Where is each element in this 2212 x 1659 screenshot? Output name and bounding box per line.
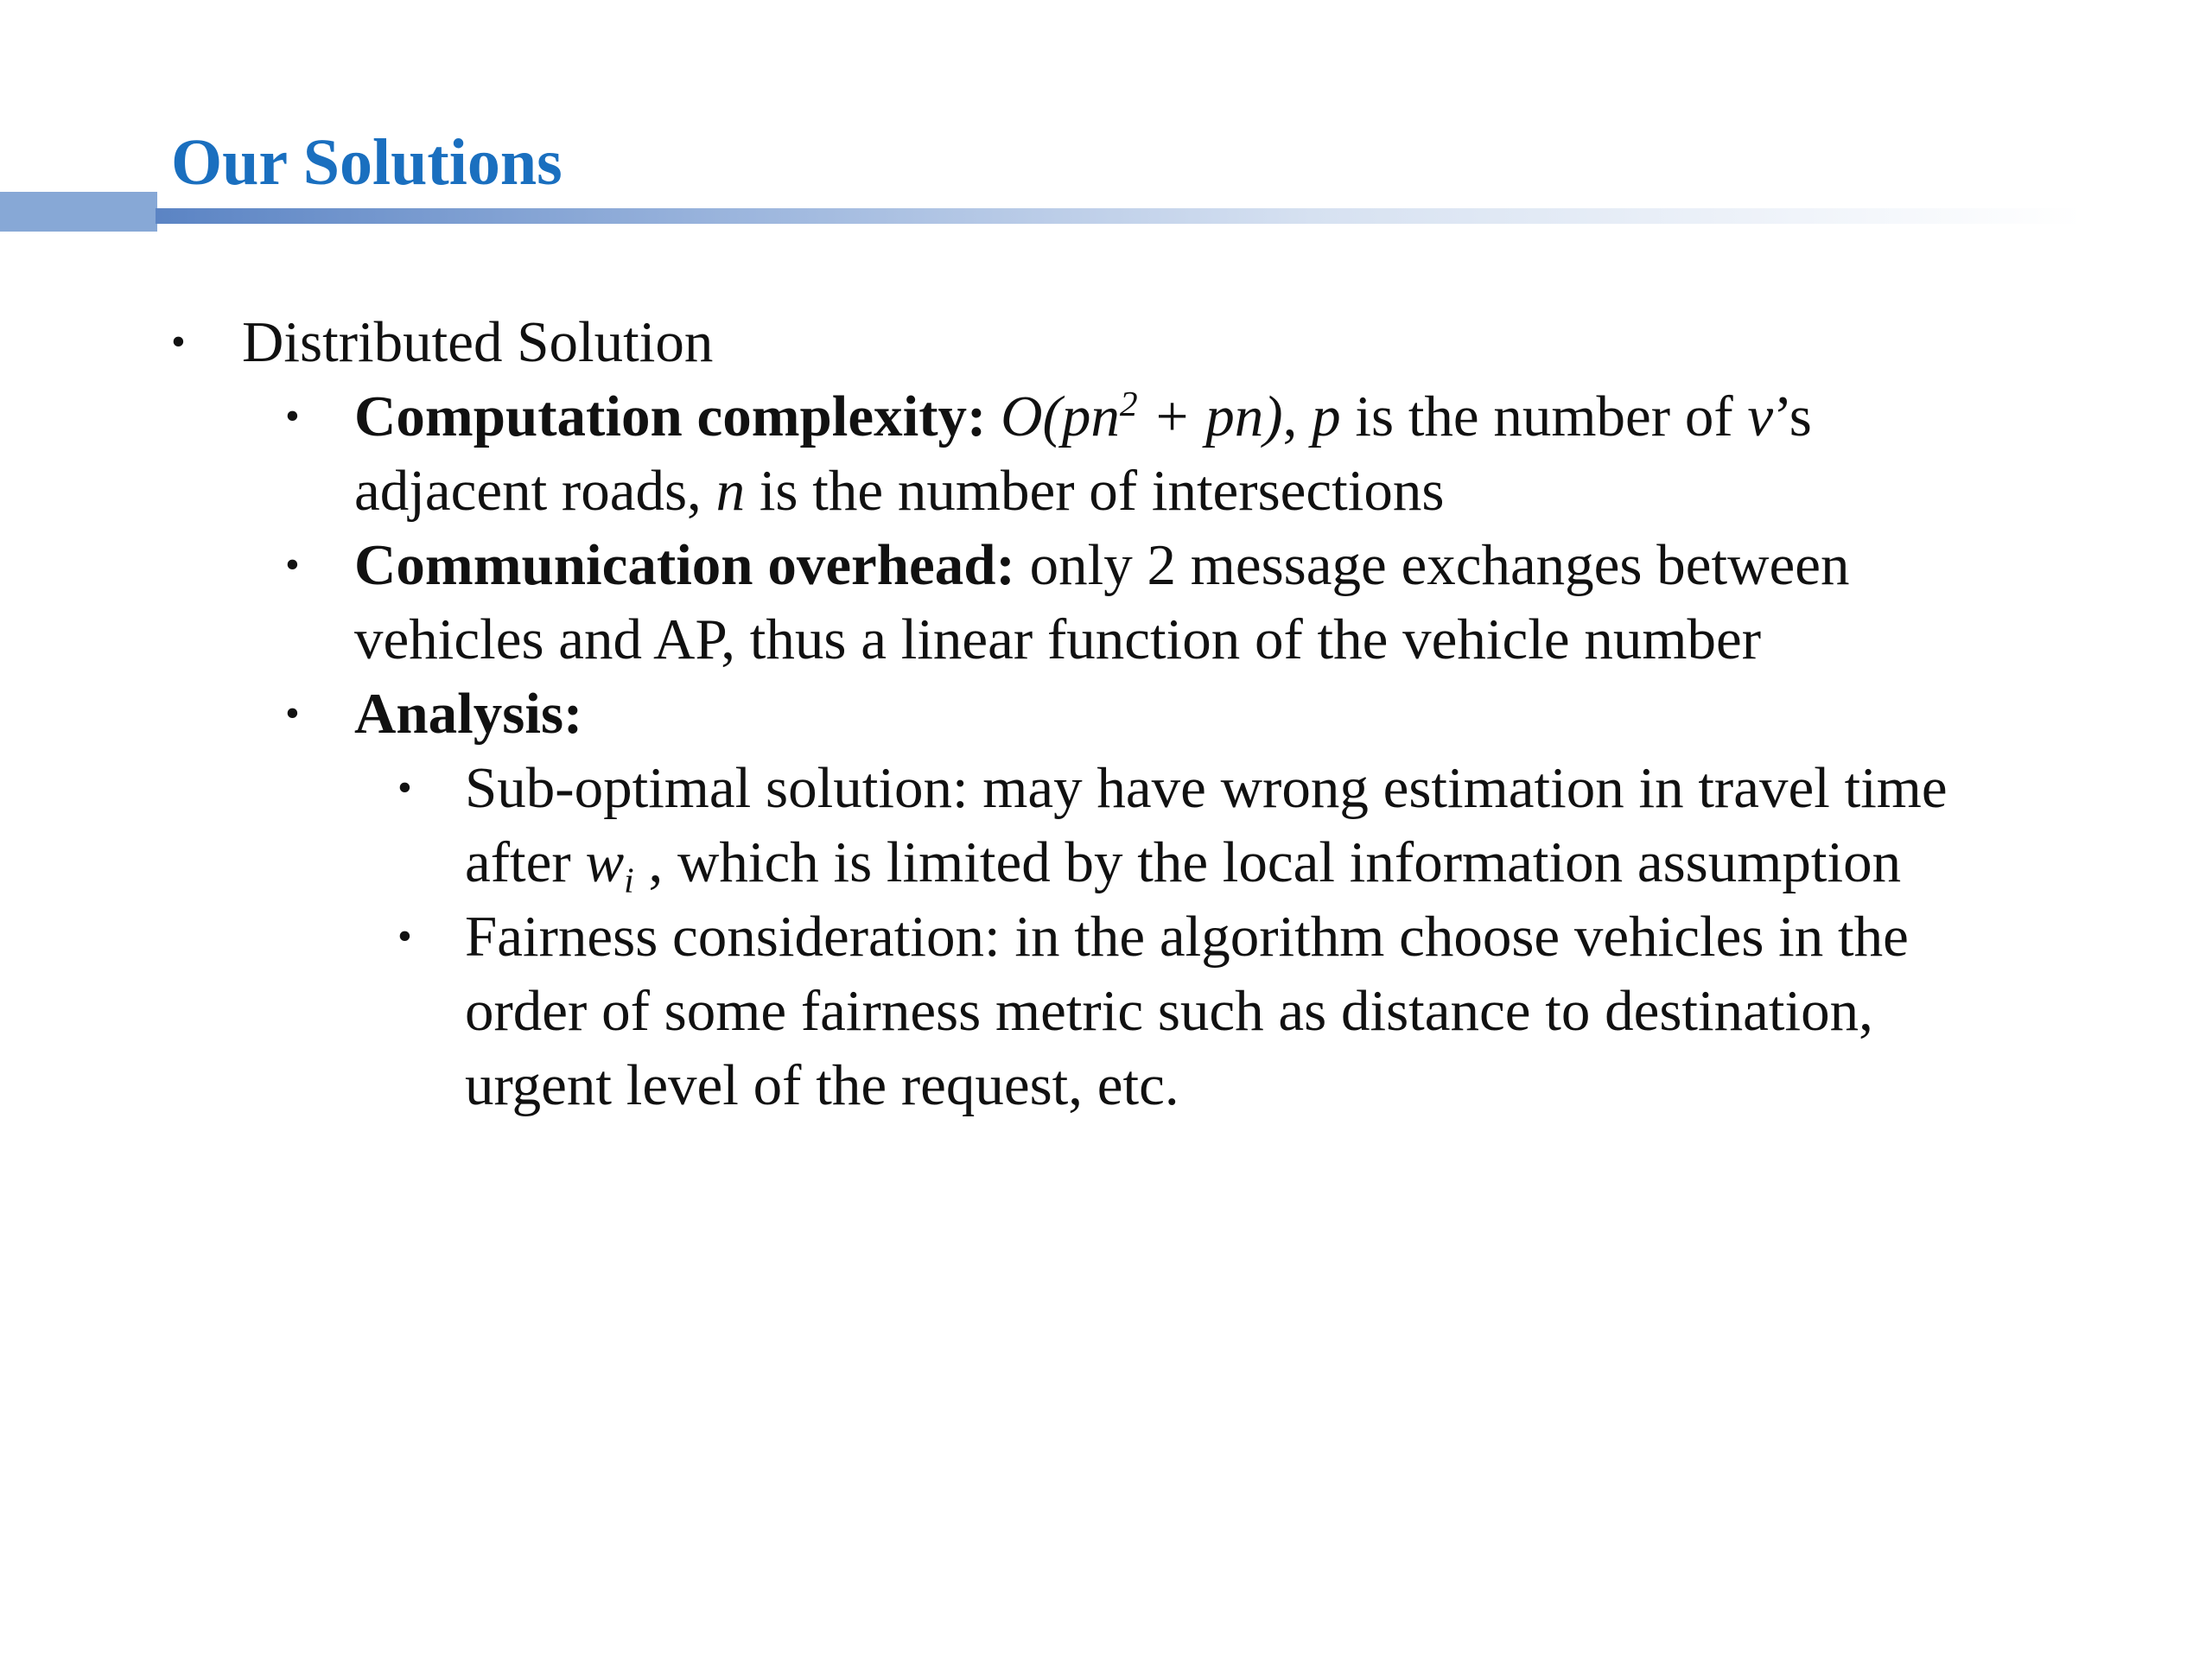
bullet-heading: Analysis: xyxy=(354,682,583,746)
var-v: v xyxy=(1747,385,1774,448)
bullet-text: adjacent roads, n is the number of intersections xyxy=(354,459,1445,523)
var-w-i: $w_i$ xyxy=(585,830,634,900)
bullet-text: Sub-optimal solution: may have wrong estimation in travel time xyxy=(465,756,1948,820)
bullet-text: order of some fairness metric such as distance to destination, xyxy=(465,979,1873,1043)
bullet-text: after $w_i$ , which is limited by the local information assumption xyxy=(465,830,1902,900)
bullet-marker: • xyxy=(285,690,300,736)
bullet-marker: • xyxy=(285,393,300,439)
bullet-text: Communication overhead: only 2 message exchanges between xyxy=(354,533,1850,597)
var-n: n xyxy=(715,459,746,523)
bullet-marker: • xyxy=(397,765,412,810)
bullet-text: Fairness consideration: in the algorithm choose vehicles in the xyxy=(465,905,1909,969)
bullet-text: Distributed Solution xyxy=(242,310,714,374)
bullet-heading: Communication overhead: xyxy=(354,533,1015,597)
bullet-heading: Computation complexity: xyxy=(354,385,987,448)
title-underline-gradient xyxy=(156,208,2082,224)
slide-title: Our Solutions xyxy=(171,126,563,199)
bullet-marker: • xyxy=(285,542,300,588)
bullet-marker: • xyxy=(171,319,186,365)
bullet-text: Computation complexity: $O(pn^2 + pn)$, p is the number of v’s xyxy=(354,384,1812,448)
complexity-formula: $O(pn^2 + pn)$ xyxy=(1001,384,1283,448)
bullet-text: urgent level of the request, etc. xyxy=(465,1053,1179,1117)
bullet-text: vehicles and AP, thus a linear function of the vehicle number xyxy=(354,607,1762,671)
bullet-marker: • xyxy=(397,913,412,959)
bullet-text xyxy=(354,677,582,751)
title-rule-block xyxy=(0,192,157,232)
var-p: p xyxy=(1312,385,1341,448)
